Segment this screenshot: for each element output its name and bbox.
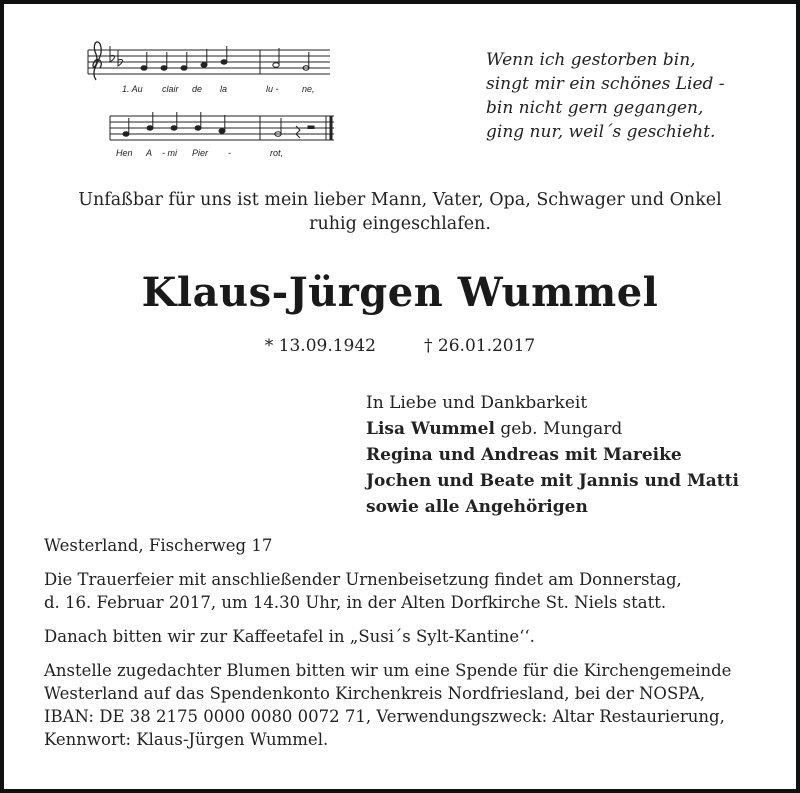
lyric-2-3: - mi <box>162 148 177 158</box>
deceased-name: Klaus-Jürgen Wummel <box>141 269 659 316</box>
lyric-1-5: lu - <box>266 84 279 94</box>
spouse-name: Lisa Wummel <box>366 419 495 439</box>
donation-line: IBAN: DE 38 2175 0000 0080 0072 71, Verwendungszweck: Altar Restaurierung, <box>44 707 725 726</box>
motto-line: Wenn ich gestorben bin, <box>486 50 696 70</box>
birth-date: * 13.09.1942 <box>264 336 376 356</box>
sheet-music-image <box>80 30 350 170</box>
donation-line: Anstelle zugedachter Blumen bitten wir um eine Spende für die Kirchengemeinde <box>44 661 732 680</box>
lyric-1-4: la <box>220 84 228 94</box>
mourners-opening: In Liebe und Dankbarkeit <box>366 393 588 413</box>
service-line: d. 16. Februar 2017, um 14.30 Uhr, in der Alten Dorfkirche St. Niels statt. <box>44 593 667 612</box>
service-line: Die Trauerfeier mit anschließender Urnenbeisetzung findet am Donnerstag, <box>44 570 682 589</box>
motto-verse <box>486 48 776 144</box>
lyric-2-6: rot, <box>270 148 284 158</box>
mourners-list <box>366 390 766 520</box>
intro-text <box>40 188 760 236</box>
lyric-2-1: Hen <box>116 148 133 158</box>
intro-line: ruhig eingeschlafen. <box>309 214 491 234</box>
donation-line: Westerland auf das Spendenkonto Kirchenkreis Nordfriesland, bei der NOSPA, <box>44 684 706 703</box>
motto-line: bin nicht gern gegangen, <box>486 98 704 118</box>
mourners-line: Regina und Andreas mit Mareike <box>366 445 682 465</box>
death-date: † 26.01.2017 <box>424 336 536 356</box>
lyric-1-1: 1. Au <box>122 84 143 94</box>
mourners-line: Jochen und Beate mit Jannis und Matti <box>366 471 739 491</box>
notice-body <box>44 534 774 751</box>
life-dates <box>40 334 760 358</box>
address: Westerland, Fischerweg 17 <box>44 536 273 555</box>
intro-line: Unfaßbar für uns ist mein lieber Mann, Vater, Opa, Schwager und Onkel <box>78 190 722 210</box>
mourners-line: sowie alle Angehörigen <box>366 497 588 517</box>
lyric-2-5: - <box>228 148 231 158</box>
donation-line: Kennwort: Klaus-Jürgen Wummel. <box>44 730 329 749</box>
motto-line: singt mir ein schönes Lied - <box>486 74 725 94</box>
reception-line: Danach bitten wir zur Kaffeetafel in „Susi´s Sylt-Kantine‘‘. <box>44 627 535 646</box>
lyric-1-2: clair <box>162 84 179 94</box>
spouse-suffix: geb. Mungard <box>494 419 623 439</box>
mourners-spouse <box>366 416 766 442</box>
lyric-1-3: de <box>192 84 203 94</box>
motto-line: ging nur, weil´s geschieht. <box>486 122 716 142</box>
lyric-1-6: ne, <box>302 84 315 94</box>
lyric-2-4: Pier <box>192 148 209 158</box>
lyric-2-2: A <box>146 148 153 158</box>
